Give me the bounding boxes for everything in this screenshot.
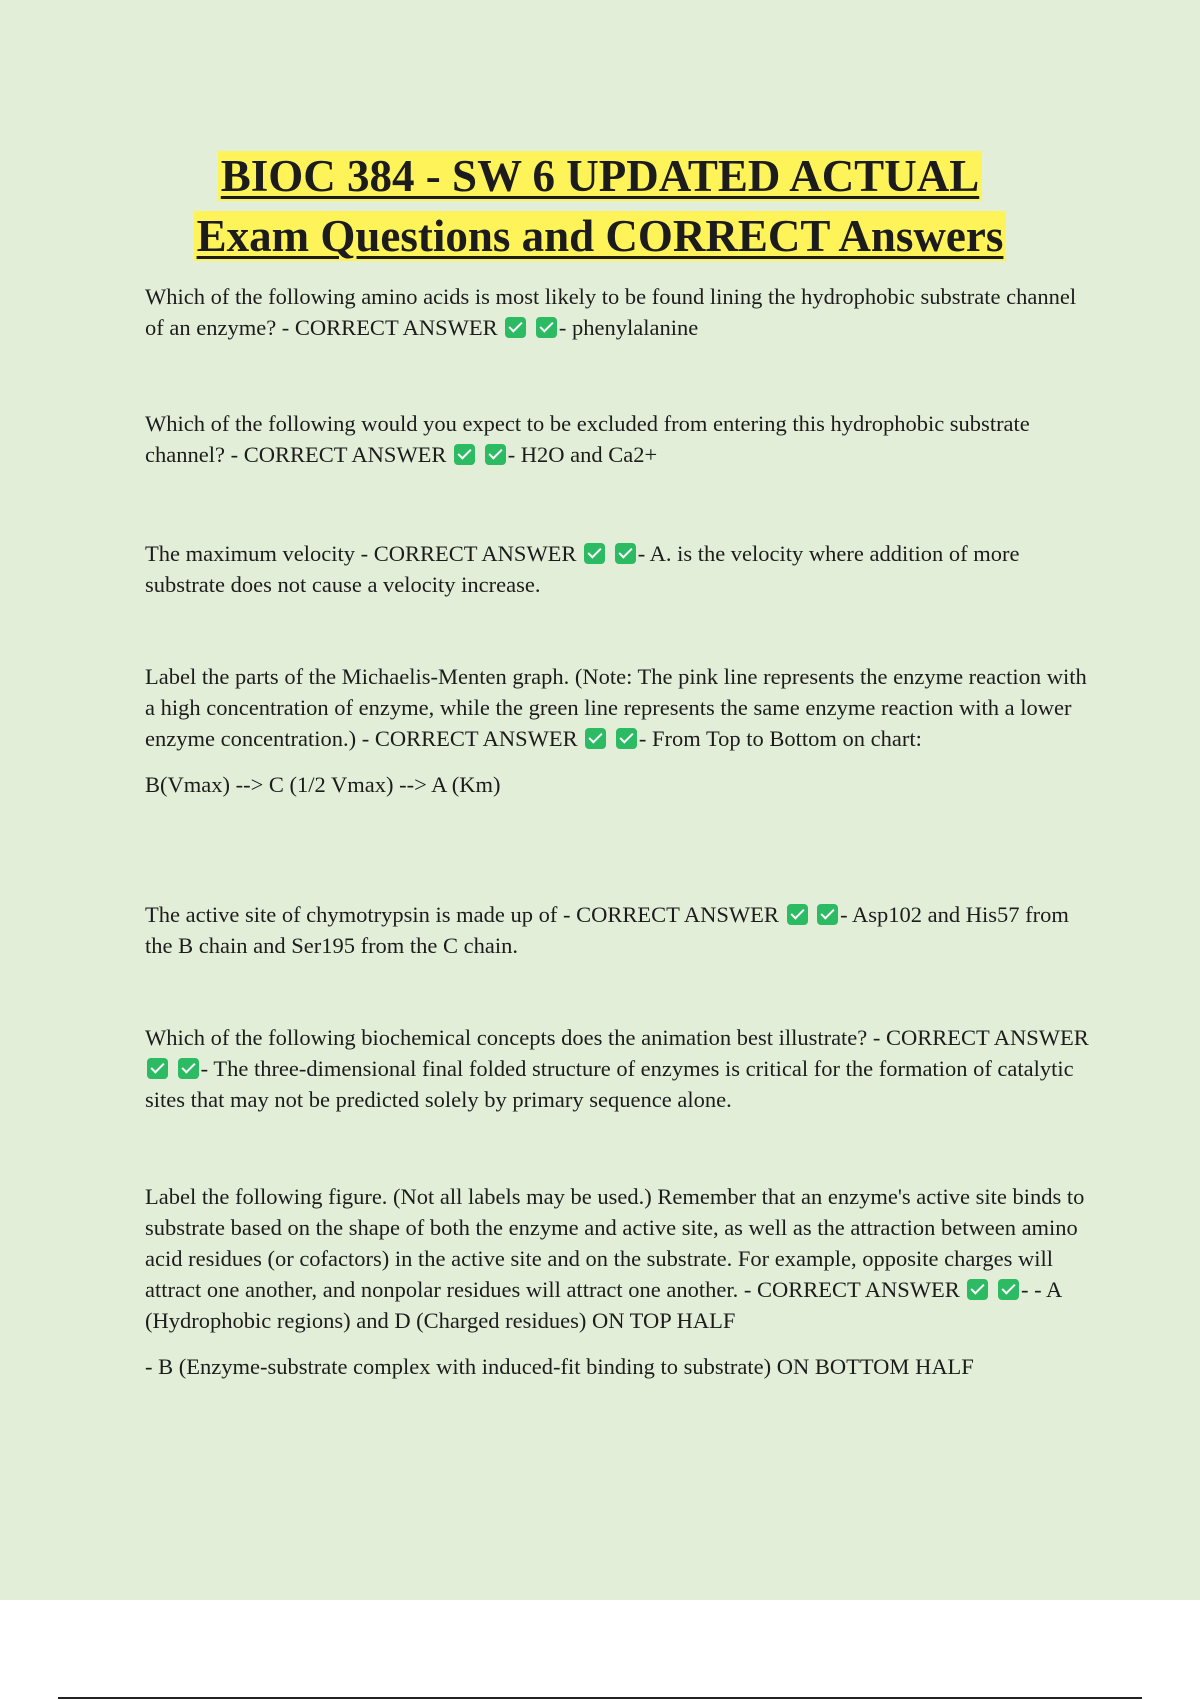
check-box-icon (147, 1058, 168, 1079)
answer-text: - From Top to Bottom on chart: (638, 726, 922, 751)
check-box-icon (584, 543, 605, 564)
question-text: Which of the following biochemical concepts does the animation best illustrate? - CORRECT ANSWER (145, 1025, 1089, 1050)
qa-extra-line: B(Vmax) --> C (1/2 Vmax) --> A (Km) (145, 772, 501, 797)
footer-divider (58, 1697, 1142, 1699)
answer-text: - phenylalanine (558, 315, 699, 340)
check-box-icon (454, 444, 475, 465)
check-box-icon (536, 317, 557, 338)
document-title (0, 146, 1200, 266)
qa-extra-line: - B (Enzyme-substrate complex with induced-fit binding to substrate) ON BOTTOM HALF (145, 1354, 974, 1379)
qa-block-1 (145, 281, 1090, 343)
qa-paragraph (145, 538, 1090, 600)
question-text: Label the following figure. (Not all labels may be used.) Remember that an enzyme's active site binds to substrate based on the shape of both the enzyme and active site, as well as the attraction between amino acid residues (or cofactors) in the active site and on the substrate. For example, opposite charges will attract one another, and nonpolar residues will attract one another. - CORRECT ANSWER (145, 1184, 1085, 1302)
qa-paragraph (145, 1181, 1090, 1336)
question-text: Label the parts of the Michaelis-Menten graph. (Note: The pink line represents the enzyme reaction with a high concentration of enzyme, while the green line represents the same enzyme reaction with a lower enzyme concentration.) - CORRECT ANSWER (145, 664, 1087, 751)
title-line-1: BIOC 384 - SW 6 UPDATED ACTUAL (218, 151, 982, 201)
check-box-icon (485, 444, 506, 465)
check-box-icon (616, 728, 637, 749)
answer-text: - The three-dimensional final folded structure of enzymes is critical for the formation of catalytic sites that may not be predicted solely by primary sequence alone. (145, 1056, 1074, 1112)
qa-paragraph (145, 661, 1090, 754)
qa-paragraph (145, 281, 1090, 343)
qa-block-7 (145, 1181, 1090, 1382)
check-box-icon (615, 543, 636, 564)
check-box-icon (817, 904, 838, 925)
question-text: Which of the following would you expect to be excluded from entering this hydrophobic substrate channel? - CORRECT ANSWER (145, 411, 1030, 467)
title-line-2: Exam Questions and CORRECT Answers (194, 211, 1007, 261)
check-box-icon (787, 904, 808, 925)
qa-block-5 (145, 899, 1090, 961)
qa-paragraph (145, 1022, 1090, 1115)
answer-text: - A. is the velocity where addition of more substrate does not cause a velocity increase. (145, 541, 1020, 597)
qa-block-6 (145, 1022, 1090, 1115)
check-box-icon (998, 1279, 1019, 1300)
question-text: Which of the following amino acids is most likely to be found lining the hydrophobic substrate channel of an enzyme? - CORRECT ANSWER (145, 284, 1077, 340)
qa-paragraph (145, 408, 1090, 470)
check-box-icon (585, 728, 606, 749)
check-box-icon (505, 317, 526, 338)
qa-block-4 (145, 661, 1090, 800)
qa-block-3 (145, 538, 1090, 600)
question-text: The maximum velocity - CORRECT ANSWER (145, 541, 577, 566)
answer-text: - - A (Hydrophobic regions) and D (Charged residues) ON TOP HALF (145, 1277, 1062, 1333)
qa-block-2 (145, 408, 1090, 470)
answer-text: - H2O and Ca2+ (507, 442, 658, 467)
answer-text: - Asp102 and His57 from the B chain and Ser195 from the C chain. (145, 902, 1069, 958)
question-text: The active site of chymotrypsin is made up of - CORRECT ANSWER (145, 902, 779, 927)
qa-paragraph (145, 899, 1090, 961)
check-box-icon (178, 1058, 199, 1079)
check-box-icon (967, 1279, 988, 1300)
